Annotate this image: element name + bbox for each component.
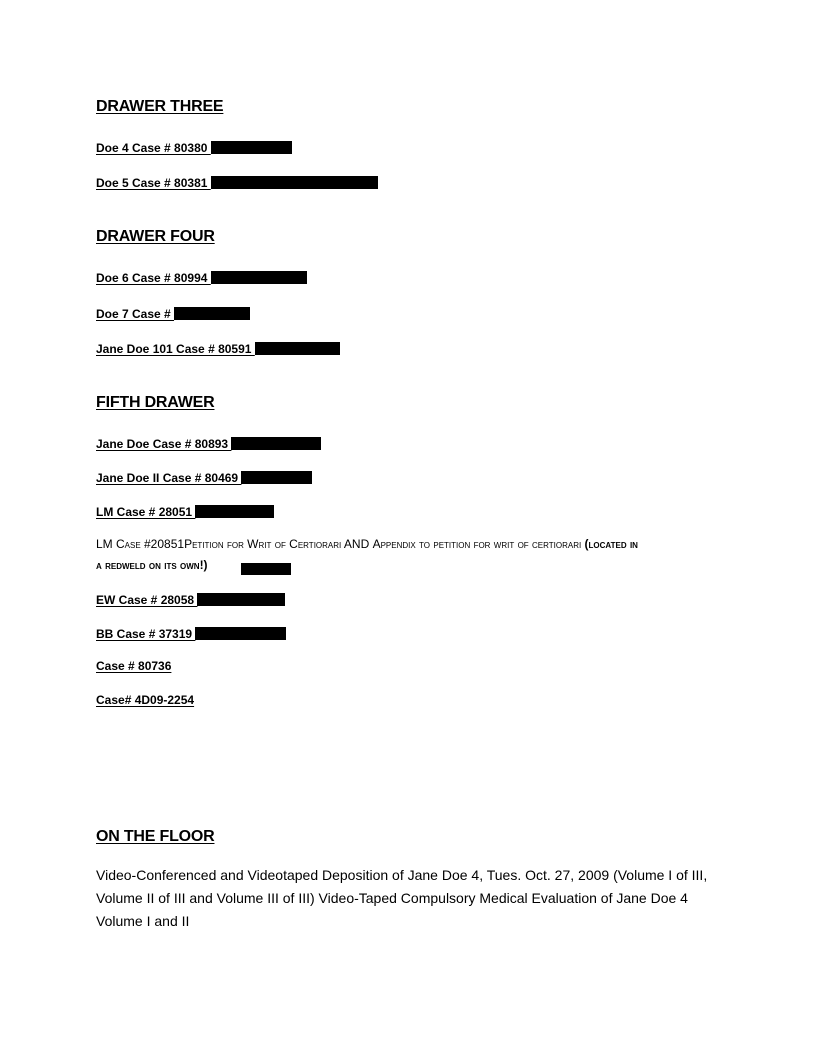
- on-the-floor-text: Video-Conferenced and Videotaped Deposition of Jane Doe 4, Tues. Oct. 27, 2009 (Volume I of III, Volume II of III and Volume III of III) Video-Taped Compulsory Medical Evaluation of Jane Doe 4 Volume I and II: [96, 867, 708, 929]
- entry-doe-6: [96, 269, 307, 287]
- redaction-bar: [195, 627, 286, 640]
- entry-label: Jane Doe 101 Case # 80591: [96, 342, 255, 356]
- open-paren: (: [581, 537, 589, 551]
- entry-label: Jane Doe II Case # 80469: [96, 471, 242, 485]
- redaction-bar: [241, 563, 291, 575]
- entry-label: Jane Doe Case # 80893: [96, 437, 232, 451]
- redaction-bar: [197, 593, 285, 606]
- location-note-part-1: located in: [588, 537, 638, 551]
- entry-lm: [96, 503, 274, 521]
- entry-label: LM Case # 28051: [96, 505, 196, 519]
- redaction-bar: [195, 505, 274, 518]
- entry-bb: [96, 625, 286, 643]
- redaction-bar: [211, 176, 378, 189]
- lm-petition-redaction: [241, 560, 291, 578]
- entry-jane-doe-ii: [96, 469, 312, 487]
- entry-doe-5: [96, 174, 378, 192]
- petition-title: Petition for Writ of Certiorari: [184, 537, 342, 551]
- location-note-part-2: a redweld on its own: [96, 558, 200, 572]
- entry-doe-4: [96, 139, 292, 157]
- entry-case-4d09-2254: Case# 4D09-2254: [96, 693, 195, 707]
- entry-ew: [96, 591, 285, 609]
- entry-label: EW Case # 28058: [96, 593, 198, 607]
- lm-petition-line-2: [96, 558, 208, 572]
- entry-jane-doe: [96, 435, 321, 453]
- redaction-bar: [255, 342, 340, 355]
- entry-label: Doe 6 Case # 80994: [96, 271, 211, 285]
- entry-case-80736: Case # 80736: [96, 659, 172, 673]
- redaction-bar: [241, 471, 312, 484]
- redaction-bar: [231, 437, 321, 450]
- entry-label: Doe 7 Case #: [96, 307, 175, 321]
- redaction-bar: [211, 271, 307, 284]
- lm-case-label: LM Case #20851: [96, 537, 185, 551]
- heading-fifth-drawer: FIFTH DRAWER: [96, 394, 215, 411]
- heading-on-the-floor: ON THE FLOOR: [96, 828, 215, 845]
- appendix-title: Appendix to petition for writ of certiorari: [372, 537, 582, 551]
- redaction-bar: [211, 141, 292, 154]
- heading-drawer-four: DRAWER FOUR: [96, 228, 215, 245]
- entry-doe-7: [96, 305, 250, 323]
- entry-label: BB Case # 37319: [96, 627, 196, 641]
- entry-label: Doe 4 Case # 80380: [96, 141, 211, 155]
- and-text: AND: [341, 537, 373, 551]
- lm-petition-line-1: [96, 537, 638, 551]
- heading-drawer-three: DRAWER THREE: [96, 98, 224, 115]
- entry-jane-doe-101: [96, 340, 340, 358]
- redaction-bar: [174, 307, 250, 320]
- entry-label: Doe 5 Case # 80381: [96, 176, 211, 190]
- close-paren: !): [199, 558, 208, 572]
